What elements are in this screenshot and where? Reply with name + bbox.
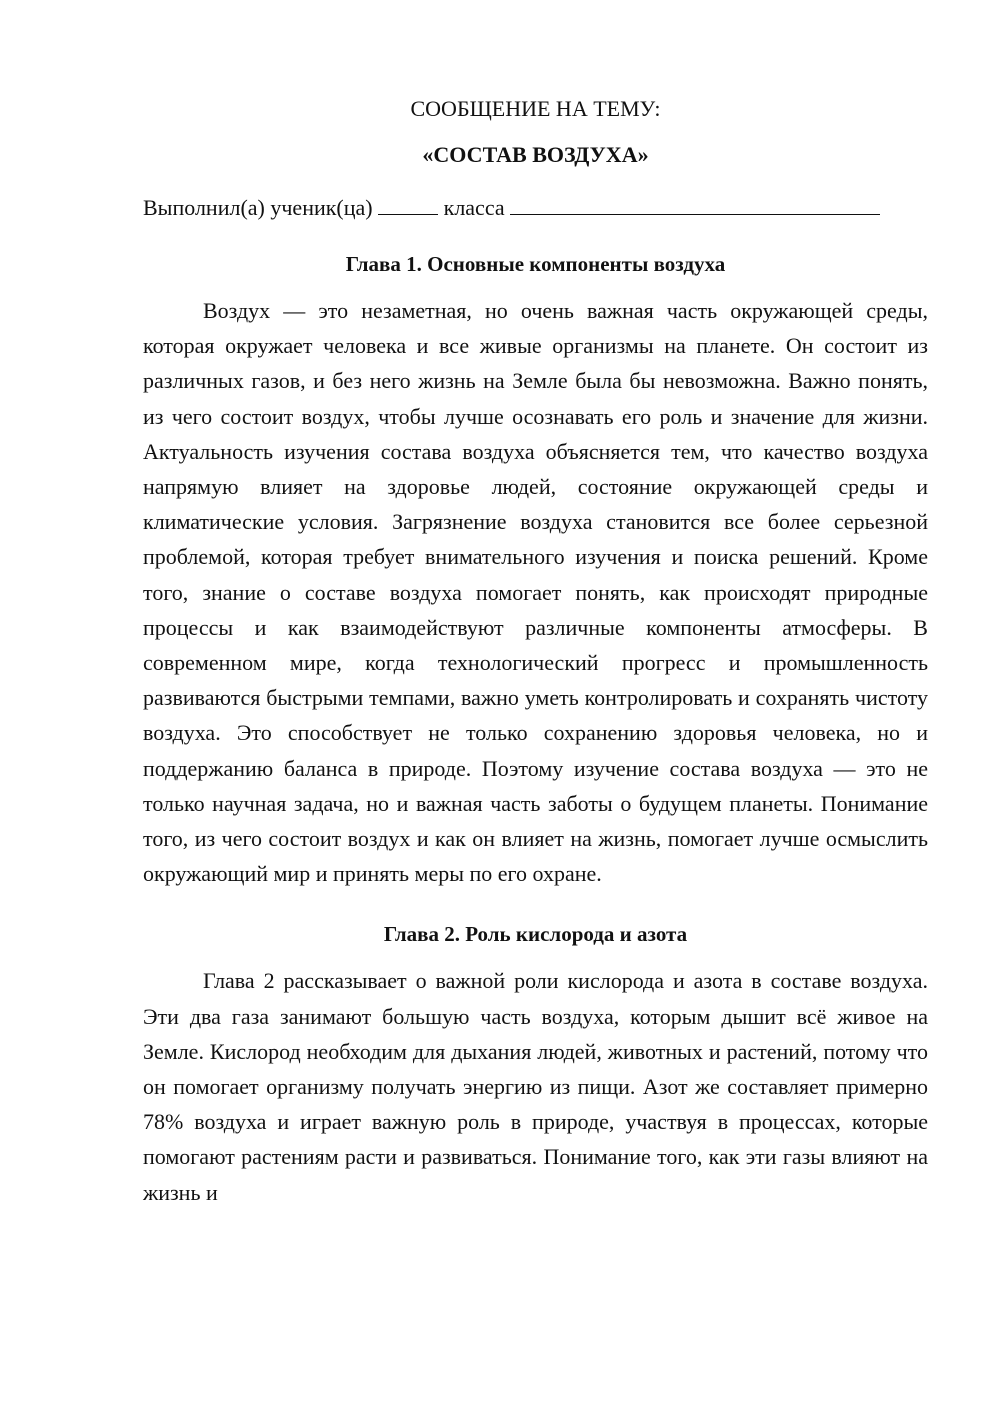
name-blank <box>510 190 880 215</box>
document-title: СООБЩЕНИЕ НА ТЕМУ: <box>410 96 661 121</box>
author-line <box>143 190 928 225</box>
class-number-blank <box>378 190 438 215</box>
chapter-heading: Глава 2. Роль кислорода и азота <box>383 922 688 947</box>
chapter-heading: Глава 1. Основные компоненты воздуха <box>345 252 726 276</box>
document-topic: «СОСТАВ ВОЗДУХА» <box>422 142 649 167</box>
author-prefix: Выполнил(а) ученик(ца) <box>143 195 373 220</box>
chapter-paragraph: Воздух — это незаметная, но очень важная часть окружающей среды, которая окружает человека и все живые организмы на планете. Он состоит из различных газов, и без него жизнь на Земле была бы невозможна. Важно понять, из чего состоит воздух, чтобы лучше осознавать его роль и значение для жизни. Актуальность изучения состава воздуха объясняется тем, что качество воздуха напрямую влияет на здоровье людей, состояние окружающей среды и климатические условия. Загрязнение воздуха становится все более серьезной проблемой, которая требует внимательного изучения и поиска решений. Кроме того, знание о составе воздуха помогает понять, как происходят природные процессы и как взаимодействуют различные компоненты атмосферы. В современном мире, когда технологический прогресс и промышленность развиваются быстрыми темпами, важно уметь контролировать и сохранять чистоту воздуха. Это способствует не только сохранению здоровья человека, но и поддержанию баланса в природе. Поэтому изучение состава воздуха — это не только научная задача, но и важная часть заботы о будущем планеты. Понимание того, из чего состоит воздух и как он влияет на жизнь, помогает лучше осмыслить окружающий мир и принять меры по его охране. <box>143 298 928 887</box>
document-page <box>143 92 928 1210</box>
chapter-1 <box>143 247 928 891</box>
class-label: класса <box>443 195 505 220</box>
chapter-2 <box>143 917 928 1209</box>
chapter-paragraph: Глава 2 рассказывает о важной роли кислорода и азота в составе воздуха. Эти два газа занимают большую часть воздуха, которым дышит всё живое на Земле. Кислород необходим для дыхания людей, животных и растений, потому что он помогает организму получать энергию из пищи. Азот же составляет примерно 78% воздуха и играет важную роль в природе, участвуя в процессах, которые помогают растениям расти и развиваться. Понимание того, как эти газы влияют на жизнь и <box>143 968 928 1205</box>
